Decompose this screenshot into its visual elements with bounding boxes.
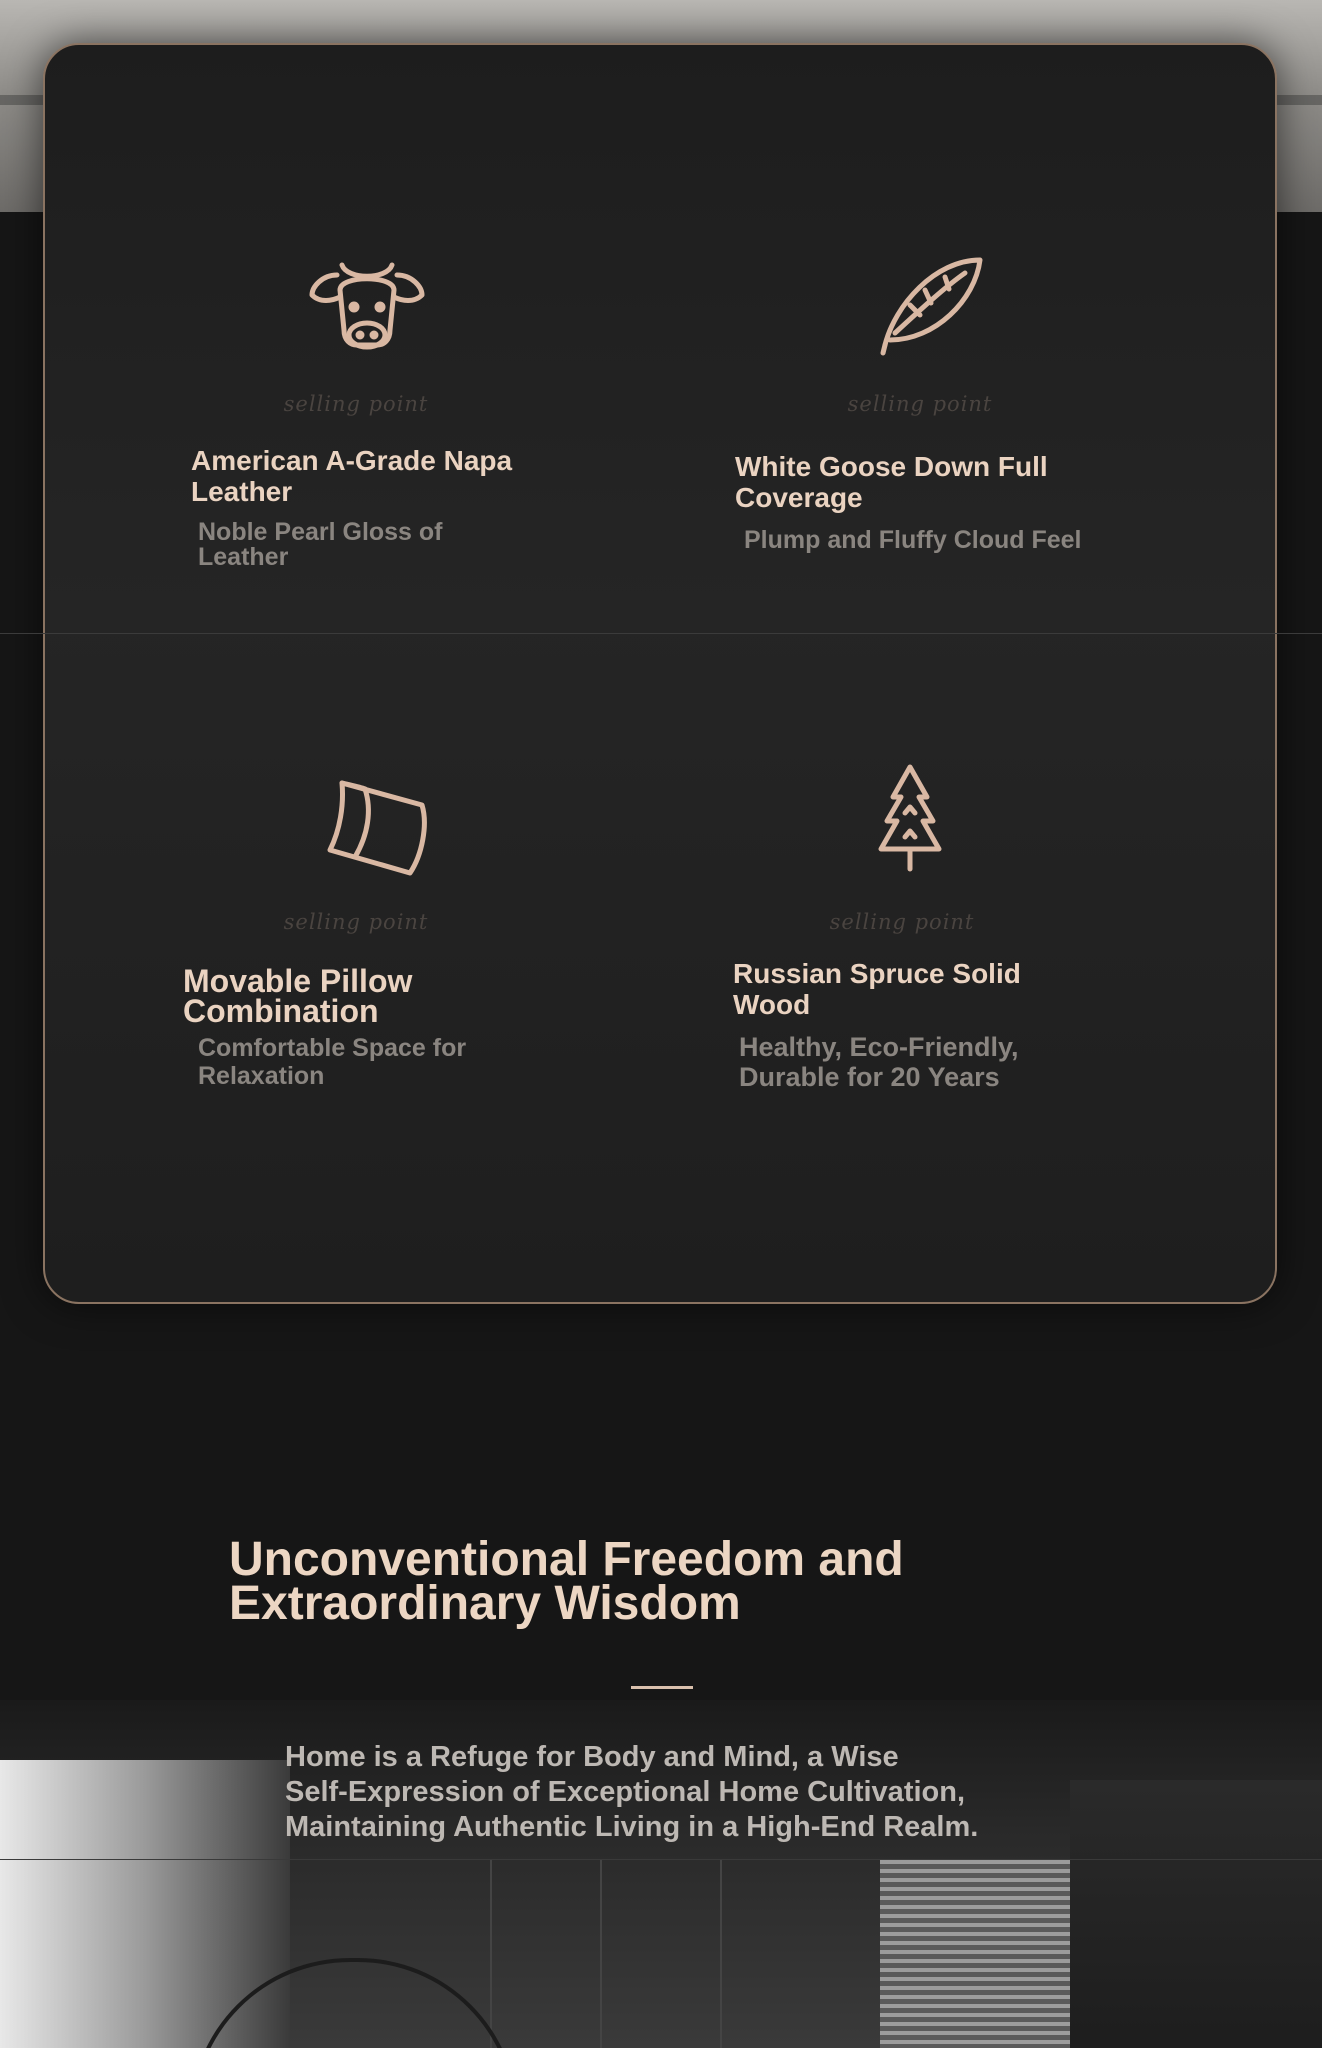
window-blinds-image — [880, 1860, 1070, 2048]
feature-subtitle-leather: Noble Pearl Gloss of Leather — [198, 518, 443, 571]
spruce-tree-icon — [845, 755, 975, 885]
wall-panel-seam — [720, 1860, 722, 2048]
section-body: Home is a Refuge for Body and Mind, a Wise Self-Expression of Exceptional Home Cultivation, Maintaining Authentic Living in a High-End Realm. — [285, 1741, 979, 1843]
feature-title-goose-down: White Goose Down Full Coverage — [735, 451, 1048, 513]
selling-point-script: selling point — [829, 910, 975, 934]
feature-subtitle-goose-down: Plump and Fluffy Cloud Feel — [744, 526, 1082, 554]
divider-line-upper — [0, 633, 1322, 634]
pillow-icon — [310, 765, 440, 895]
feature-title-leather: American A-Grade Napa Leather — [191, 445, 513, 507]
feature-subtitle-spruce: Healthy, Eco-Friendly, Durable for 20 Years — [739, 1032, 1019, 1092]
feather-icon — [865, 245, 995, 375]
section-title: Unconventional Freedom and Extraordinary Wisdom — [229, 1533, 904, 1630]
selling-points-card — [43, 43, 1277, 1304]
title-divider — [631, 1686, 693, 1689]
feature-title-pillow: Movable Pillow Combination — [183, 963, 413, 1029]
wall-panel-seam — [600, 1860, 602, 2048]
feature-title-spruce: Russian Spruce Solid Wood — [733, 958, 1021, 1020]
feature-subtitle-pillow: Comfortable Space for Relaxation — [198, 1034, 467, 1090]
selling-point-script: selling point — [283, 392, 429, 416]
divider-line-lower — [0, 1859, 1322, 1860]
wall-panel-seam — [490, 1860, 492, 2048]
selling-point-script: selling point — [283, 910, 429, 934]
cow-icon — [302, 245, 432, 375]
marble-wall-image — [1070, 1780, 1322, 2048]
selling-point-script: selling point — [847, 392, 993, 416]
